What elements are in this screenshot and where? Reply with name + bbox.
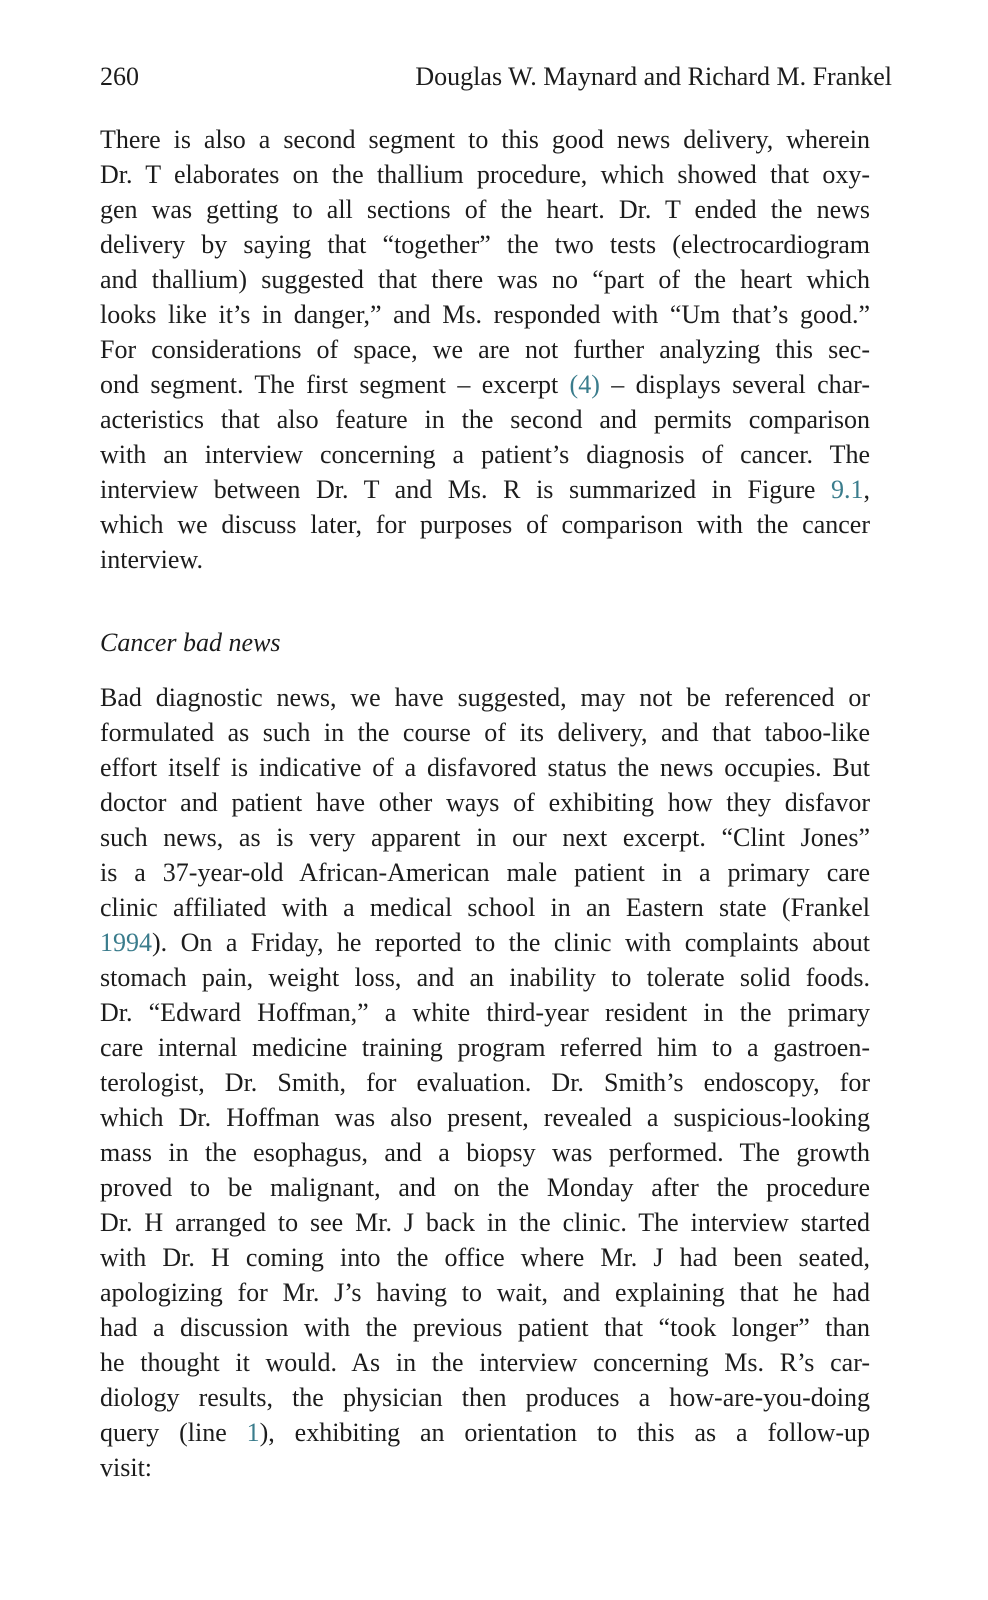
text-line <box>100 890 870 925</box>
text-run: mass in the esophagus, and a biopsy was performed. The growth <box>100 1138 870 1167</box>
text-run: such news, as is very apparent in our next excerpt. “Clint Jones” <box>100 823 870 852</box>
text-run: There is also a second segment to this good news delivery, wherein <box>100 125 870 154</box>
text-line <box>100 192 870 227</box>
text-run: , <box>863 475 870 504</box>
text-line <box>100 680 870 715</box>
text-run: apologizing for Mr. J’s having to wait, and explaining that he had <box>100 1278 870 1307</box>
text-run: is a 37-year-old African-American male patient in a primary care <box>100 858 870 887</box>
text-run: proved to be malignant, and on the Monday after the procedure <box>100 1173 870 1202</box>
text-run: terologist, Dr. Smith, for evaluation. Dr. Smith’s endoscopy, for <box>100 1068 870 1097</box>
text-line <box>100 472 870 507</box>
text-line <box>100 1275 870 1310</box>
text-line <box>100 1030 870 1065</box>
paragraph-cancer-bad-news <box>100 680 870 1485</box>
text-line <box>100 960 870 995</box>
running-title: Douglas W. Maynard and Richard M. Frankel <box>415 62 892 91</box>
text-line <box>100 1065 870 1100</box>
text-run: diology results, the physician then produces a how-are-you-doing <box>100 1383 870 1412</box>
text-line <box>100 750 870 785</box>
text-line <box>100 542 870 577</box>
text-line <box>100 820 870 855</box>
paragraph-thallium <box>100 122 870 577</box>
section-heading: Cancer bad news <box>100 628 281 657</box>
text-run: Dr. H arranged to see Mr. J back in the clinic. The interview started <box>100 1208 870 1237</box>
text-run: which Dr. Hoffman was also present, revealed a suspicious-looking <box>100 1103 870 1132</box>
text-line <box>100 262 870 297</box>
cross-reference-link[interactable]: 9.1 <box>831 475 864 504</box>
text-line <box>100 157 870 192</box>
text-line <box>100 1240 870 1275</box>
text-run: – displays several char- <box>599 370 870 399</box>
text-run: ), exhibiting an orientation to this as a follow-up <box>259 1418 871 1447</box>
text-run: formulated as such in the course of its delivery, and that taboo-like <box>100 718 870 747</box>
text-run: ). On a Friday, he reported to the clinic with complaints about <box>152 928 870 957</box>
text-run: delivery by saying that “together” the two tests (electrocardiogram <box>100 230 870 259</box>
text-line <box>100 785 870 820</box>
text-line <box>100 925 870 960</box>
text-run: had a discussion with the previous patient that “took longer” than <box>100 1313 870 1342</box>
text-run: looks like it’s in danger,” and Ms. responded with “Um that’s good.” <box>100 300 870 329</box>
text-line <box>100 1170 870 1205</box>
text-run: For considerations of space, we are not further analyzing this sec- <box>100 335 870 364</box>
text-line <box>100 1345 870 1380</box>
text-run: stomach pain, weight loss, and an inability to tolerate solid foods. <box>100 963 870 992</box>
text-line <box>100 332 870 367</box>
text-line <box>100 1310 870 1345</box>
page-number: 260 <box>100 62 139 91</box>
text-run: Dr. “Edward Hoffman,” a white third-year resident in the primary <box>100 998 870 1027</box>
text-run: and thallium) suggested that there was no “part of the heart which <box>100 265 870 294</box>
text-run: Bad diagnostic news, we have suggested, may not be referenced or <box>100 683 870 712</box>
text-run: acteristics that also feature in the second and permits comparison <box>100 405 870 434</box>
text-run: visit: <box>100 1453 153 1482</box>
text-line <box>100 507 870 542</box>
cross-reference-link[interactable]: 1 <box>246 1418 260 1447</box>
text-run: gen was getting to all sections of the heart. Dr. T ended the news <box>100 195 870 224</box>
text-run: care internal medicine training program referred him to a gastroen- <box>100 1033 870 1062</box>
text-line <box>100 1100 870 1135</box>
text-run: with Dr. H coming into the office where Mr. J had been seated, <box>100 1243 870 1272</box>
text-run: he thought it would. As in the interview concerning Ms. R’s car- <box>100 1348 870 1377</box>
text-line <box>100 855 870 890</box>
text-line <box>100 402 870 437</box>
text-line <box>100 995 870 1030</box>
text-line <box>100 122 870 157</box>
text-run: Dr. T elaborates on the thallium procedure, which showed that oxy- <box>100 160 870 189</box>
text-line <box>100 1450 870 1485</box>
text-run: with an interview concerning a patient’s diagnosis of cancer. The <box>100 440 870 469</box>
text-run: query (line <box>100 1418 247 1447</box>
cross-reference-link[interactable]: 1994 <box>100 928 152 957</box>
text-line <box>100 715 870 750</box>
text-run: ond segment. The first segment – excerpt <box>100 370 570 399</box>
text-run: interview. <box>100 545 203 574</box>
text-line <box>100 1415 870 1450</box>
text-line <box>100 437 870 472</box>
text-run: clinic affiliated with a medical school in an Eastern state (Frankel <box>100 893 870 922</box>
text-line <box>100 1380 870 1415</box>
text-line <box>100 1135 870 1170</box>
text-line <box>100 227 870 262</box>
text-run: effort itself is indicative of a disfavored status the news occupies. But <box>100 753 870 782</box>
text-run: doctor and patient have other ways of exhibiting how they disfavor <box>100 788 870 817</box>
text-line <box>100 367 870 402</box>
text-line <box>100 297 870 332</box>
text-line <box>100 1205 870 1240</box>
cross-reference-link[interactable]: (4) <box>569 370 600 399</box>
page-header <box>100 62 892 102</box>
text-run: interview between Dr. T and Ms. R is summarized in Figure <box>100 475 831 504</box>
text-run: which we discuss later, for purposes of comparison with the cancer <box>100 510 870 539</box>
